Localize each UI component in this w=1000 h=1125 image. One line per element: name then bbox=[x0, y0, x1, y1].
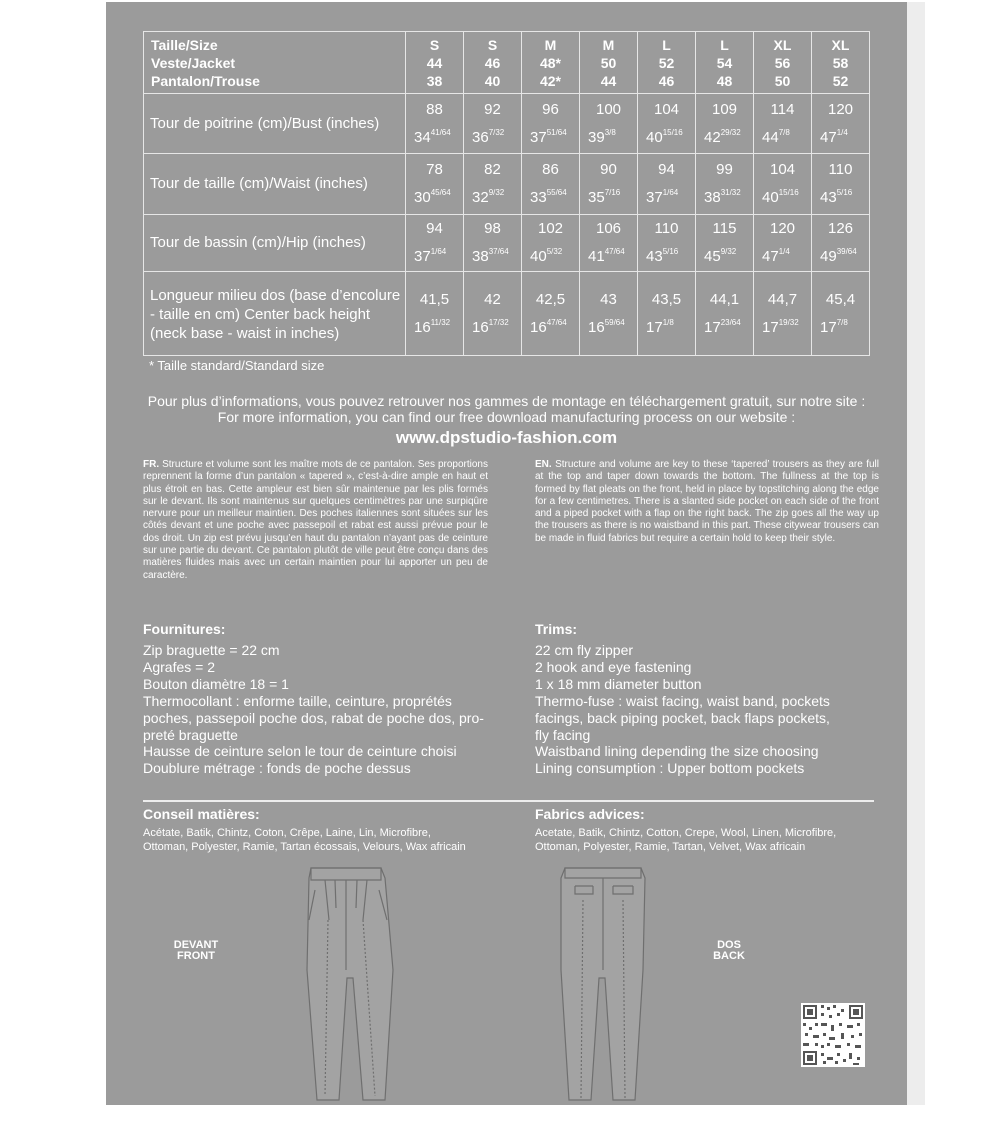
inch-value: $43^{5/16}$ bbox=[646, 247, 679, 266]
inch-fraction: 7/8 bbox=[778, 128, 790, 138]
list-item: Bouton diamètre 18 = 1 bbox=[143, 675, 289, 692]
measure-cell bbox=[696, 271, 754, 355]
cm-value: 78 bbox=[426, 161, 443, 179]
size-col-header: XL 56 50 bbox=[754, 32, 812, 94]
cm-value: 42 bbox=[484, 290, 501, 308]
cm-value: 86 bbox=[542, 161, 559, 179]
fabrics-en-text: Acetate, Batik, Chintz, Cotton, Crepe, Wool, Linen, Microfibre, Ottoman, Polyester, Ramie, Tartan, Velvet, Wax africain bbox=[535, 827, 837, 853]
cm-value: 106 bbox=[595, 220, 622, 238]
inch-fraction: 59/64 bbox=[604, 317, 625, 327]
inch-fraction: 19/32 bbox=[778, 317, 799, 327]
info-line-fr: Pour plus d’informations, vous pouvez retrouver nos gammes de montage en téléchargement gratuit, sur notre site : bbox=[147, 393, 866, 409]
fabrics-fr-title: Conseil matières: bbox=[143, 806, 260, 822]
inch-value: $17^{7/8}$ bbox=[820, 317, 848, 336]
inch-value: $42^{29/32}$ bbox=[704, 128, 741, 147]
inch-value: $41^{47/64}$ bbox=[588, 247, 625, 266]
inch-fraction: 7/32 bbox=[488, 128, 505, 138]
standard-size-note: * Taille standard/Standard size bbox=[149, 358, 325, 373]
inch-value: $47^{1/4}$ bbox=[762, 247, 790, 266]
cm-value: 126 bbox=[827, 220, 854, 238]
inch-fraction: 55/64 bbox=[546, 188, 567, 198]
cm-value: 43 bbox=[600, 290, 617, 308]
inch-value: $30^{45/64}$ bbox=[414, 188, 451, 207]
sheet-edge bbox=[907, 2, 925, 1105]
list-item: Thermocollant : enforme taille, ceinture, proprétés bbox=[143, 692, 452, 709]
inch-fraction: 9/32 bbox=[720, 247, 737, 257]
list-item: 22 cm fly zipper bbox=[535, 642, 634, 658]
measure-cell bbox=[580, 214, 638, 271]
header-size-label: Taille/Size bbox=[151, 36, 218, 53]
inch-value: $33^{55/64}$ bbox=[530, 188, 567, 207]
measure-cell bbox=[406, 94, 464, 154]
list-item: Agrafes = 2 bbox=[143, 658, 215, 675]
measure-cell bbox=[522, 214, 580, 271]
fr-tag: FR. bbox=[143, 459, 160, 470]
cm-value: 88 bbox=[426, 101, 443, 119]
inch-fraction: 15/16 bbox=[662, 128, 683, 138]
inch-fraction: 29/32 bbox=[720, 128, 741, 138]
measure-cell bbox=[580, 94, 638, 154]
inch-fraction: 41/64 bbox=[430, 128, 451, 138]
table-row bbox=[144, 214, 870, 271]
size-col-header: M 50 44 bbox=[580, 32, 638, 94]
fabrics-fr-text: Acétate, Batik, Chintz, Coton, Crêpe, Laine, Lin, Microfibre, Ottoman, Polyester, Ramie, Tartan écossais, Velours, Wax africain bbox=[143, 827, 466, 853]
inch-fraction: 23/64 bbox=[720, 317, 741, 327]
cm-value: 98 bbox=[484, 220, 501, 238]
cm-value: 99 bbox=[716, 161, 733, 179]
measure-cell bbox=[696, 214, 754, 271]
section-divider bbox=[143, 800, 874, 802]
cm-value: 102 bbox=[537, 220, 564, 238]
measure-cell bbox=[754, 271, 812, 355]
cm-value: 96 bbox=[542, 101, 559, 119]
inch-fraction: 9/32 bbox=[488, 188, 505, 198]
measure-cell bbox=[812, 271, 870, 355]
list-item: preté braguette bbox=[143, 726, 238, 743]
row-label: Tour de taille (cm)/Waist (inches) bbox=[144, 154, 406, 214]
trims-title: Trims: bbox=[535, 621, 578, 637]
inch-value: $45^{9/32}$ bbox=[704, 247, 737, 266]
inch-fraction: 1/64 bbox=[662, 188, 679, 198]
inch-value: $36^{7/32}$ bbox=[472, 128, 505, 147]
cm-value: 43,5 bbox=[651, 290, 682, 308]
measure-cell bbox=[696, 94, 754, 154]
inch-fraction: 37/64 bbox=[488, 247, 509, 257]
back-view-label: DOS BACK bbox=[713, 939, 745, 962]
header-labels bbox=[144, 32, 406, 94]
inch-fraction: 5/32 bbox=[546, 247, 563, 257]
measure-cell bbox=[812, 154, 870, 214]
size-col-header: XL 58 52 bbox=[812, 32, 870, 94]
inch-fraction: 5/16 bbox=[662, 247, 679, 257]
qr-code[interactable] bbox=[801, 1003, 865, 1067]
cm-value: 94 bbox=[658, 161, 675, 179]
list-item: fly facing bbox=[535, 726, 591, 743]
row-label: Longueur milieu dos (base d’encolure - taille en cm) Center back height (neck base - waist in inches) bbox=[144, 271, 406, 355]
cm-value: 110 bbox=[828, 161, 853, 179]
cm-value: 104 bbox=[653, 101, 680, 119]
website-link[interactable]: www.dpstudio-fashion.com bbox=[395, 428, 618, 447]
cm-value: 115 bbox=[712, 220, 737, 238]
measure-cell bbox=[464, 271, 522, 355]
inch-fraction: 1/4 bbox=[778, 247, 790, 257]
list-item: poches, passepoil poche dos, rabat de poche dos, pro- bbox=[143, 709, 484, 726]
measure-cell bbox=[638, 154, 696, 214]
measure-cell bbox=[580, 271, 638, 355]
list-item: Zip braguette = 22 cm bbox=[143, 642, 280, 658]
inch-value: $40^{15/16}$ bbox=[762, 188, 799, 207]
cm-value: 90 bbox=[600, 161, 617, 179]
header-jacket-label: Veste/Jacket bbox=[151, 54, 236, 71]
inch-value: $49^{39/64}$ bbox=[820, 247, 857, 266]
cm-value: 45,4 bbox=[825, 290, 856, 308]
inch-value: $37^{1/64}$ bbox=[646, 188, 679, 207]
back-trousers-drawing bbox=[553, 860, 653, 1110]
measure-cell bbox=[696, 154, 754, 214]
list-item: Thermo-fuse : waist facing, waist band, pockets bbox=[535, 692, 830, 709]
cm-value: 109 bbox=[711, 101, 738, 119]
fabrics-en-title: Fabrics advices: bbox=[535, 806, 645, 822]
measure-cell bbox=[464, 154, 522, 214]
inch-value: $17^{19/32}$ bbox=[762, 317, 799, 336]
list-item: 1 x 18 mm diameter button bbox=[535, 675, 702, 692]
inch-value: $16^{59/64}$ bbox=[588, 317, 625, 336]
inch-fraction: 51/64 bbox=[546, 128, 567, 138]
inch-value: $37^{1/64}$ bbox=[414, 247, 447, 266]
inch-value: $16^{17/32}$ bbox=[472, 317, 509, 336]
inch-value: $35^{7/16}$ bbox=[588, 188, 621, 207]
table-row bbox=[144, 154, 870, 214]
inch-value: $44^{7/8}$ bbox=[762, 128, 790, 147]
en-text: Structure and volume are key to these ‘tapered’ trousers as they are full at the top and taper down towards the bottom. The fullness at the top is formed by flat pleats on the front, held in place by topstitching along the edge for a few centimetres. There is a slanted side pocket on each side of the front and a piped pocket with a flap on the right back. The zip goes all the way up the trousers as there is no waistband in this part. These citywear trousers can be made in fluid fabrics but require a certain hold to keep their style. bbox=[535, 459, 879, 544]
cm-value: 114 bbox=[770, 101, 795, 119]
fr-text: Structure et volume sont les maître mots de ce pantalon. Ses proportions reprennent la forme d’un pantalon « tapered », c’est-à-dire ample en haut et plus étroit en bas. Cette ampleur est bien sûr maintenue par les plis formés sur le devant. Ils sont maintenus sur quelques centimètres par une surpiqûre nervure pour un meilleur maintien. Des poches italiennes sont situées sur les côtés devant et une poche avec passepoil et rabat est aussi prévue pour le dos droit. Un zip est prévu jusqu’en haut du pantalon n’ayant pas de ceinture sur une partie du devant. Ce pantalon plutôt de ville peut être conçu dans des matières fluides mais avec un certain maintien pour lui apporter un peu de caractère. bbox=[143, 459, 488, 581]
table-row bbox=[144, 94, 870, 154]
cm-value: 104 bbox=[769, 161, 796, 179]
list-item: Waistband lining depending the size choosing bbox=[535, 743, 819, 760]
cm-value: 41,5 bbox=[419, 290, 450, 308]
inch-fraction: 31/32 bbox=[720, 188, 741, 198]
inch-value: $17^{23/64}$ bbox=[704, 317, 741, 336]
measure-cell bbox=[812, 214, 870, 271]
measure-cell bbox=[522, 154, 580, 214]
en-tag: EN. bbox=[535, 459, 552, 470]
inch-fraction: 5/16 bbox=[836, 188, 853, 198]
cm-value: 120 bbox=[827, 101, 854, 119]
cm-value: 94 bbox=[426, 220, 443, 238]
table-row bbox=[144, 271, 870, 355]
inch-fraction: 45/64 bbox=[430, 188, 451, 198]
inch-value: $34^{41/64}$ bbox=[414, 128, 451, 147]
inch-value: $40^{15/16}$ bbox=[646, 128, 683, 147]
info-line-en: For more information, you can find our free download manufacturing process on our website : bbox=[217, 409, 796, 425]
measure-cell bbox=[638, 271, 696, 355]
inch-value: $43^{5/16}$ bbox=[820, 188, 853, 207]
inch-fraction: 7/16 bbox=[604, 188, 621, 198]
inch-value: $40^{5/32}$ bbox=[530, 247, 563, 266]
list-item: facings, back piping pocket, back flaps pockets, bbox=[535, 709, 830, 726]
table-header-row bbox=[144, 32, 870, 94]
inch-value: $38^{31/32}$ bbox=[704, 188, 741, 207]
row-label: Tour de bassin (cm)/Hip (inches) bbox=[144, 214, 406, 271]
measure-cell bbox=[406, 214, 464, 271]
inch-value: $38^{37/64}$ bbox=[472, 247, 509, 266]
size-col-header: L 54 48 bbox=[696, 32, 754, 94]
measure-cell bbox=[406, 271, 464, 355]
cm-value: 42,5 bbox=[535, 290, 566, 308]
inch-fraction: 47/64 bbox=[604, 247, 625, 257]
measure-cell bbox=[522, 271, 580, 355]
row-label: Tour de poitrine (cm)/Bust (inches) bbox=[144, 94, 406, 154]
measure-cell bbox=[580, 154, 638, 214]
measure-cell bbox=[406, 154, 464, 214]
list-item: Doublure métrage : fonds de poche dessus bbox=[143, 760, 411, 777]
inch-fraction: 11/32 bbox=[430, 317, 451, 327]
cm-value: 100 bbox=[595, 101, 622, 119]
inch-value: $16^{47/64}$ bbox=[530, 317, 567, 336]
front-view-label: DEVANT FRONT bbox=[173, 939, 219, 962]
cm-value: 82 bbox=[484, 161, 501, 179]
description-en bbox=[535, 459, 879, 545]
fournitures-list bbox=[143, 642, 513, 777]
inch-fraction: 1/64 bbox=[430, 247, 447, 257]
measure-cell bbox=[638, 94, 696, 154]
measure-cell bbox=[638, 214, 696, 271]
inch-value: $37^{51/64}$ bbox=[530, 128, 567, 147]
cm-value: 110 bbox=[654, 220, 679, 238]
inch-value: $17^{1/8}$ bbox=[646, 317, 674, 336]
trims-list bbox=[535, 642, 875, 777]
cm-value: 120 bbox=[769, 220, 796, 238]
fournitures-title: Fournitures: bbox=[143, 621, 226, 637]
inch-fraction: 15/16 bbox=[778, 188, 799, 198]
inch-fraction: 1/8 bbox=[662, 317, 674, 327]
measure-cell bbox=[464, 94, 522, 154]
inch-fraction: 17/32 bbox=[488, 317, 509, 327]
measure-cell bbox=[812, 94, 870, 154]
header-trouser-label: Pantalon/Trouse bbox=[151, 72, 260, 89]
size-table bbox=[143, 31, 870, 356]
inch-value: $16^{11/32}$ bbox=[414, 317, 451, 336]
list-item: Lining consumption : Upper bottom pockets bbox=[535, 760, 805, 777]
description-fr bbox=[143, 459, 488, 582]
cm-value: 92 bbox=[484, 101, 501, 119]
inch-value: $32^{9/32}$ bbox=[472, 188, 505, 207]
measure-cell bbox=[464, 214, 522, 271]
inch-value: $47^{1/4}$ bbox=[820, 128, 848, 147]
size-col-header: S 44 38 bbox=[406, 32, 464, 94]
size-col-header: L 52 46 bbox=[638, 32, 696, 94]
measure-cell bbox=[754, 214, 812, 271]
front-trousers-drawing bbox=[295, 860, 405, 1110]
inch-fraction: 3/8 bbox=[604, 128, 616, 138]
inch-value: $39^{3/8}$ bbox=[588, 128, 616, 147]
cm-value: 44,1 bbox=[709, 290, 740, 308]
measure-cell bbox=[754, 154, 812, 214]
size-col-header: S 46 40 bbox=[464, 32, 522, 94]
inch-fraction: 39/64 bbox=[836, 247, 857, 257]
measure-cell bbox=[522, 94, 580, 154]
inch-fraction: 7/8 bbox=[836, 317, 848, 327]
cm-value: 44,7 bbox=[767, 290, 798, 308]
inch-fraction: 1/4 bbox=[836, 128, 848, 138]
inch-fraction: 47/64 bbox=[546, 317, 567, 327]
list-item: Hausse de ceinture selon le tour de ceinture choisi bbox=[143, 743, 457, 760]
list-item: 2 hook and eye fastening bbox=[535, 658, 692, 675]
size-col-header: M 48* 42* bbox=[522, 32, 580, 94]
measure-cell bbox=[754, 94, 812, 154]
